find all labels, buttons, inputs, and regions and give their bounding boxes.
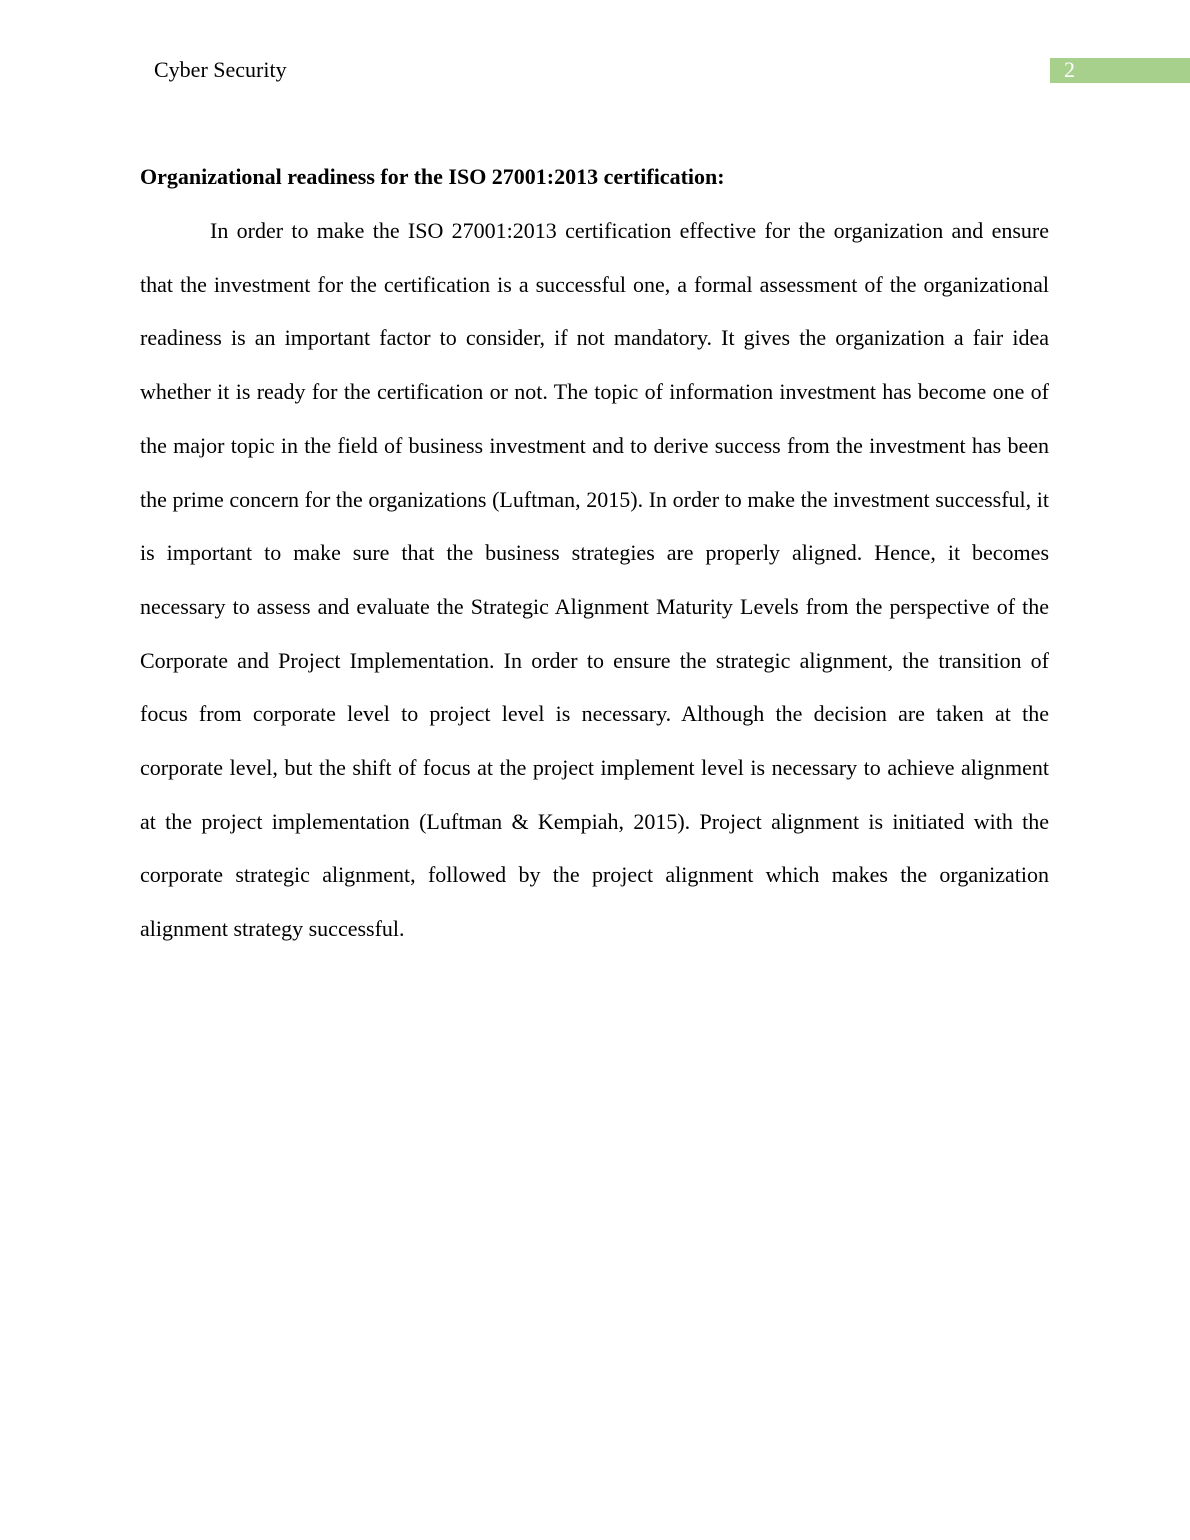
page-number: 2: [1064, 57, 1075, 82]
section-heading: Organizational readiness for the ISO 27001:2013 certification:: [140, 164, 725, 189]
page-number-bar: [1050, 58, 1190, 83]
running-head: Cyber Security: [154, 57, 287, 82]
body-paragraph: In order to make the ISO 27001:2013 certification effective for the organization and ensure that the investment for the certification is a successful one, a formal assessment of the organizational readiness is an important factor to consider, if not mandatory. It gives the organization a fair idea whether it is ready for the certification or not. The topic of information investment has become one of the major topic in the field of business investment and to derive success from the investment has been the prime concern for the organizations (Luftman, 2015). In order to make the investment successful, it is important to make sure that the business strategies are properly aligned. Hence, it becomes necessary to assess and evaluate the Strategic Alignment Maturity Levels from the perspective of the Corporate and Project Implementation. In order to ensure the strategic alignment, the transition of focus from corporate level to project level is necessary. Although the decision are taken at the corporate level, but the shift of focus at the project implement level is necessary to achieve alignment at the project implementation (Luftman & Kempiah, 2015). Project alignment is initiated with the corporate strategic alignment, followed by the project alignment which makes the organization alignment strategy successful.: [140, 218, 1049, 942]
